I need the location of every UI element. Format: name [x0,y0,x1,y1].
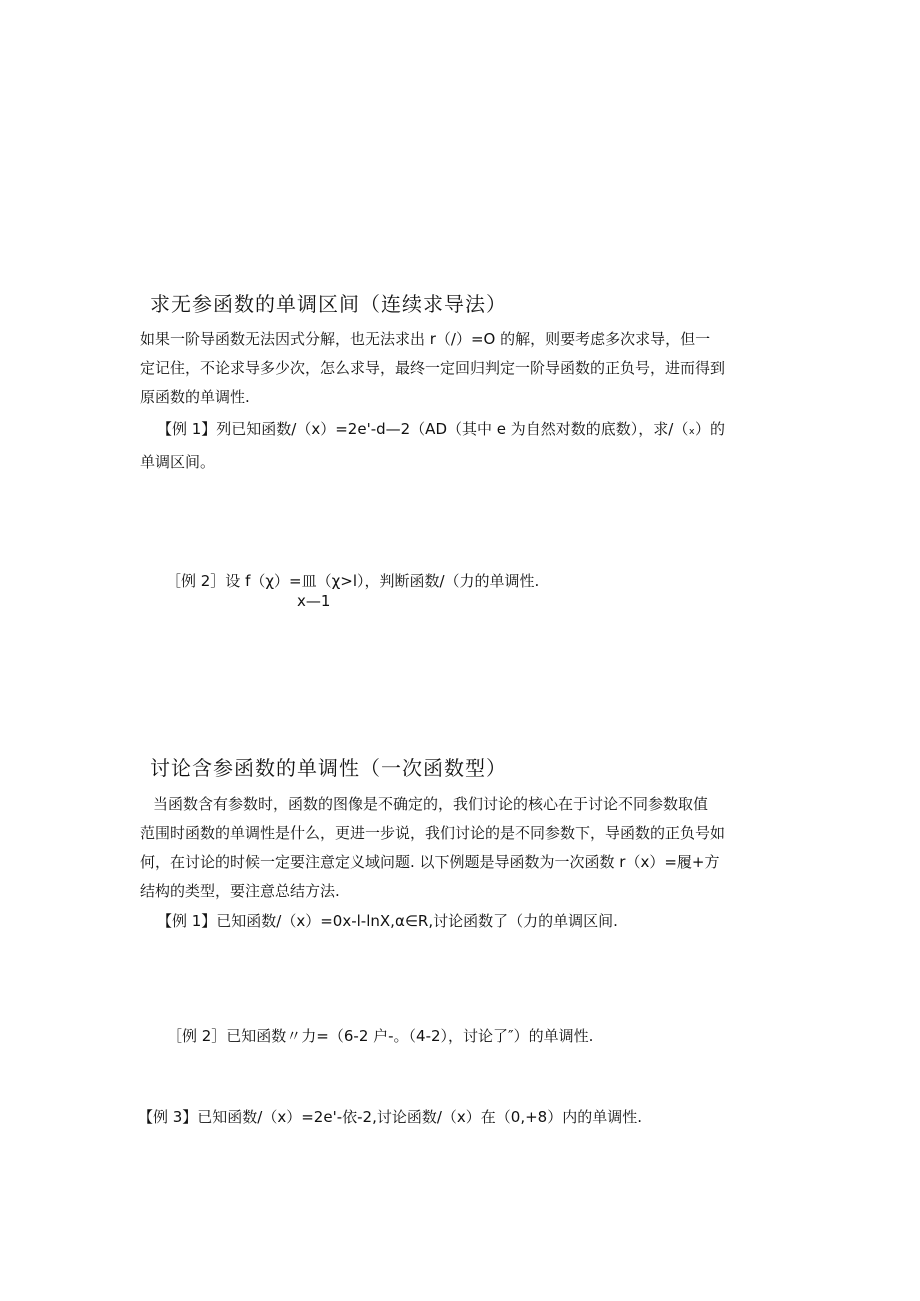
paragraph-line: 如果一阶导函数无法因式分解，也无法求出 r（/）=O 的解，则要考虑多次求导，但一 [140,330,711,348]
paragraph-line: 当函数含有参数时，函数的图像是不确定的，我们讨论的核心在于讨论不同参数取值 [153,795,709,813]
section2-heading: 讨论含参函数的单调性（一次函数型） [150,756,507,780]
paragraph-line: 何，在讨论的时候一定要注意定义域问题. 以下例题是导函数为一次函数 r（x）=履+方 [140,853,720,871]
paragraph-line: 原函数的单调性. [140,388,250,406]
example1-line: 【例 1】列已知函数/（x）=2e'-d—2（AD（其中 e 为自然对数的底数），求/（ₓ）的 [157,420,725,438]
section2-example3: 【例 3】已知函数/（x）=2e'-依-2,讨论函数/（x）在（0,+8）内的单调性. [138,1108,642,1126]
section2-example1: 【例 1】已知函数/（x）=0x-l-lnX,α∈R,讨论函数了（力的单调区间. [157,912,618,930]
paragraph-line: 定记住，不论求导多少次，怎么求导，最终一定回归判定一阶导函数的正负号，进而得到 [140,359,726,377]
paragraph-line: 范围时函数的单调性是什么，更进一步说，我们讨论的是不同参数下，导函数的正负号如 [140,824,726,842]
example2-denominator: x—1 [297,592,331,610]
section2-paragraph [140,790,725,906]
section1-heading: 求无参函数的单调区间（连续求导法） [150,292,507,316]
section1-example2: ［例 2］设 f（χ）=皿（χ>l），判断函数/（力的单调性. [166,572,540,590]
section1-paragraph [140,325,725,412]
example1-line: 单调区间。 [140,453,216,471]
section2-example2: ［例 2］已知函数〃力=（6-2 户-。（4-2），讨论了″）的单调性. [167,1027,594,1045]
section1-example1 [140,415,725,477]
paragraph-line: 结构的类型，要注意总结方法. [140,882,340,900]
